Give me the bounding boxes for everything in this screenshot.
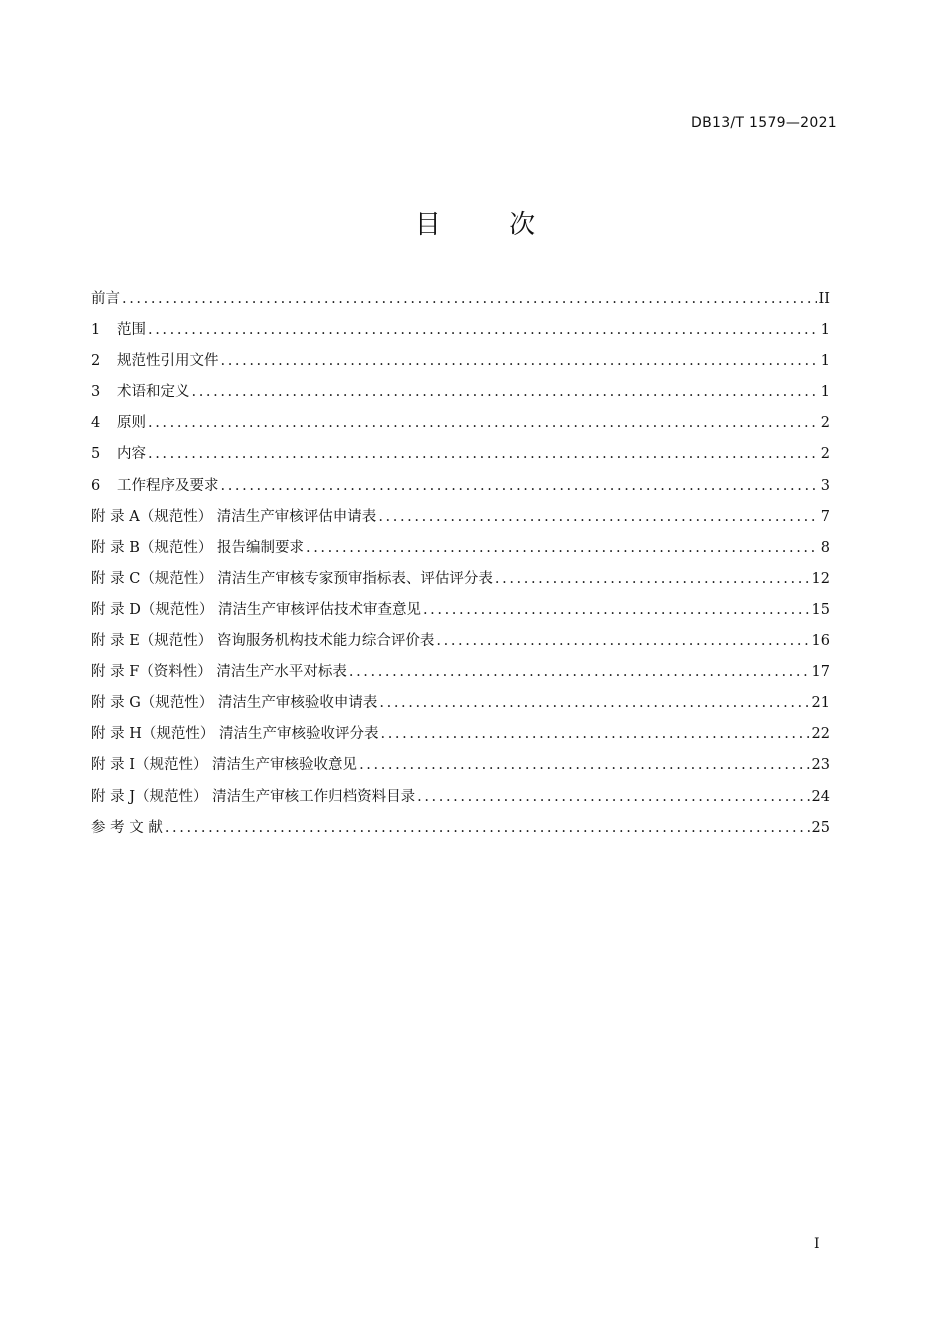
toc-entry[interactable] (91, 722, 830, 753)
toc-entry[interactable] (91, 785, 830, 816)
toc-entry-number: 1 (91, 322, 101, 339)
toc-entry-page: 2 (820, 446, 830, 463)
toc-leader-dots (379, 691, 809, 715)
toc-entry-title: 内容 (117, 446, 146, 463)
toc-entry-number: 6 (91, 477, 101, 494)
toc-leader-dots (221, 349, 819, 373)
page-number: I (814, 1236, 820, 1252)
toc-entry-page: 1 (820, 353, 830, 370)
toc-entry-number: 3 (91, 384, 101, 401)
toc-entry[interactable] (91, 629, 830, 660)
toc-leader-dots (306, 536, 819, 560)
toc-leader-dots (436, 629, 809, 653)
toc-leader-dots (417, 785, 809, 809)
toc-entry-title: 附 录 A（规范性） 清洁生产审核评估申请表 (91, 508, 377, 525)
page-title: 目 次 (414, 210, 566, 240)
toc-entry-page: 22 (811, 726, 830, 743)
toc-leader-dots (423, 598, 810, 622)
toc-leader-dots (148, 318, 819, 342)
toc-entry-page: 8 (820, 539, 830, 556)
toc-leader-dots (148, 411, 819, 435)
toc-entry-title: 原则 (117, 415, 146, 432)
toc-entry-title: 附 录 C（规范性） 清洁生产审核专家预审指标表、评估评分表 (91, 570, 493, 587)
toc-leader-dots (378, 505, 818, 529)
toc-entry-title: 附 录 B（规范性） 报告编制要求 (91, 539, 304, 556)
toc-entry-page: II (818, 291, 830, 307)
toc-entry-page: 17 (811, 664, 830, 681)
toc-entry-title: 附 录 I（规范性） 清洁生产审核验收意见 (91, 757, 358, 774)
toc-entry-page: 7 (820, 508, 830, 525)
toc-entry[interactable] (91, 411, 830, 442)
toc-entry-title: 工作程序及要求 (117, 477, 219, 494)
toc-entry[interactable] (91, 567, 830, 598)
toc-entry[interactable] (91, 660, 830, 691)
toc-leader-dots (165, 816, 810, 840)
toc-entry-title: 附 录 J（规范性） 清洁生产审核工作归档资料目录 (91, 788, 416, 805)
toc-entry-number: 4 (91, 415, 101, 432)
toc-entry-page: 23 (811, 757, 830, 774)
toc-leader-dots (349, 660, 810, 684)
toc-entry-title: 附 录 H（规范性） 清洁生产审核验收评分表 (91, 726, 379, 743)
toc-entry-title: 附 录 G（规范性） 清洁生产审核验收申请表 (91, 695, 378, 712)
toc-entry[interactable] (91, 442, 830, 473)
toc-entry-number: 2 (91, 353, 101, 370)
toc-entry[interactable] (91, 505, 830, 536)
toc-leader-dots (221, 474, 819, 498)
toc-entry-page: 25 (811, 819, 830, 836)
toc-entry[interactable] (91, 474, 830, 505)
toc-leader-dots (122, 287, 817, 311)
toc-entry-page: 24 (811, 788, 830, 805)
toc-entry-page: 1 (820, 322, 830, 339)
toc-entry-number: 5 (91, 446, 101, 463)
toc-entry-title: 附 录 D（规范性） 清洁生产审核评估技术审查意见 (91, 601, 421, 618)
standard-code: DB13/T 1579—2021 (691, 115, 837, 131)
toc-leader-dots (192, 380, 819, 404)
toc-entry-page: 15 (811, 601, 830, 618)
toc-entry[interactable] (91, 380, 830, 411)
toc-entry-title: 附 录 F（资料性） 清洁生产水平对标表 (91, 664, 347, 681)
toc-entry-page: 12 (811, 570, 830, 587)
toc-entry[interactable] (91, 536, 830, 567)
toc-entry[interactable] (91, 349, 830, 380)
toc-entry-title: 范围 (117, 322, 146, 339)
toc-entry-page: 2 (820, 415, 830, 432)
toc-entry[interactable] (91, 287, 830, 318)
toc-entry-title: 参 考 文 献 (91, 819, 163, 836)
toc-entry-title: 附 录 E（规范性） 咨询服务机构技术能力综合评价表 (91, 633, 435, 650)
toc-entry-page: 21 (811, 695, 830, 712)
toc-entry-title: 前言 (91, 291, 120, 307)
toc-entry[interactable] (91, 753, 830, 784)
toc-entry-title: 规范性引用文件 (117, 353, 219, 370)
toc-leader-dots (359, 753, 809, 777)
toc-entry-title: 术语和定义 (117, 384, 190, 401)
toc-entry-page: 1 (820, 384, 830, 401)
toc-leader-dots (148, 442, 819, 466)
toc-entry[interactable] (91, 691, 830, 722)
toc-entry[interactable] (91, 816, 830, 847)
toc-leader-dots (495, 567, 810, 591)
toc-entry[interactable] (91, 318, 830, 349)
toc-leader-dots (380, 722, 809, 746)
toc-entry-page: 16 (811, 633, 830, 650)
toc-entry-page: 3 (820, 477, 830, 494)
toc-entry[interactable] (91, 598, 830, 629)
table-of-contents (91, 287, 830, 847)
